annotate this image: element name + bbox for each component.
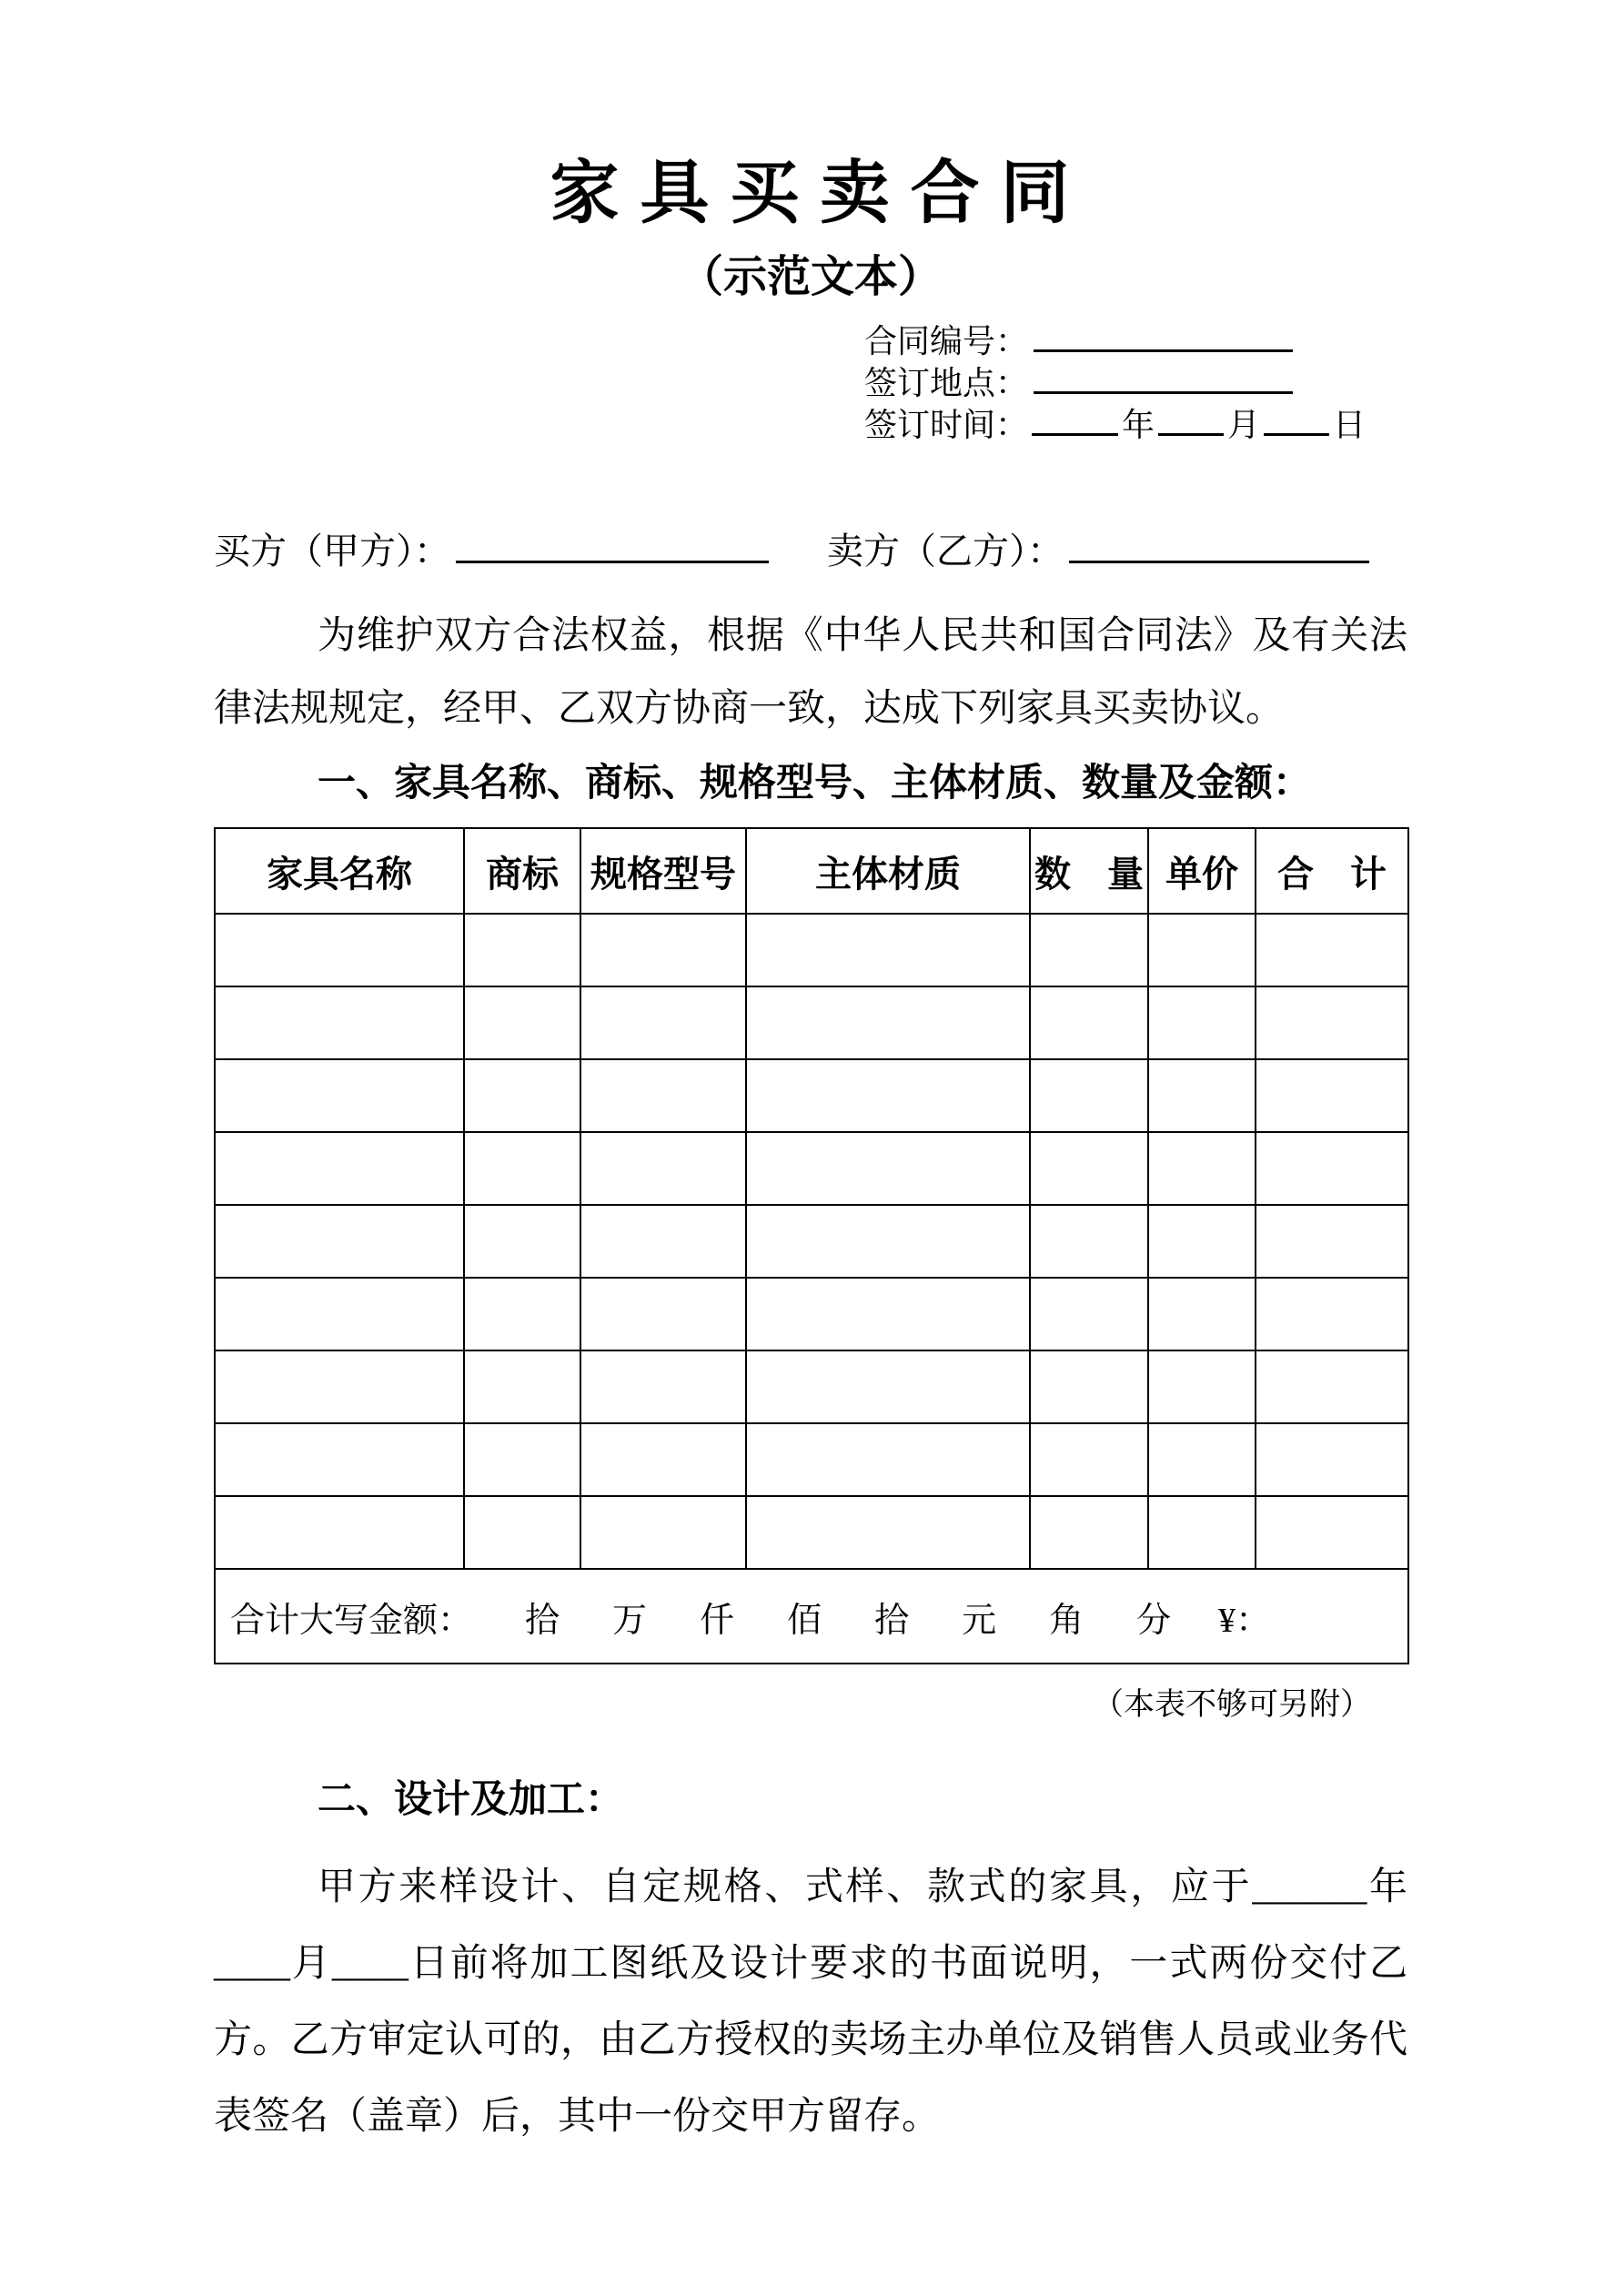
table-empty-cell	[1148, 1059, 1256, 1132]
table-empty-cell	[1030, 1059, 1148, 1132]
table-empty-cell	[215, 1278, 464, 1350]
table-empty-cell	[580, 986, 746, 1059]
table-empty-cell	[746, 1278, 1030, 1350]
total-amount-row	[230, 1592, 1407, 1642]
table-empty-cell	[464, 986, 580, 1059]
table-empty-cell	[1256, 986, 1408, 1059]
unit-qian: 仟	[700, 1601, 735, 1640]
table-empty-cell	[1030, 1423, 1148, 1496]
sign-time-label: 签订时间：	[863, 407, 1028, 444]
sign-place-label: 签订地点：	[863, 365, 1028, 402]
table-empty-cell	[1256, 914, 1408, 986]
table-empty-cell	[1256, 1205, 1408, 1278]
table-empty-cell	[1030, 914, 1148, 986]
table-empty-rows	[215, 914, 1408, 1569]
table-empty-row	[215, 1350, 1408, 1423]
unit-fen: 分	[1136, 1601, 1172, 1640]
table-empty-cell	[746, 914, 1030, 986]
table-empty-cell	[215, 1350, 464, 1423]
goods-table	[214, 827, 1409, 1664]
table-empty-cell	[464, 1059, 580, 1132]
table-empty-cell	[215, 1205, 464, 1278]
sign-month-blank	[1158, 405, 1224, 436]
table-footer-row	[215, 1569, 1408, 1664]
section2-paragraph: 甲方来样设计、自定规格、式样、款式的家具，应于______年____月____日前将加工图纸及设计要求的书面说明，一式两份交付乙方。乙方审定认可的，由乙方授权的卖场主办单位及销售人员或业务代表签名（盖章）后，其中一份交甲方留存。	[214, 1866, 1407, 2139]
table-empty-cell	[1030, 986, 1148, 1059]
unit-yuan: 元	[962, 1601, 997, 1640]
table-empty-cell	[464, 1132, 580, 1205]
table-empty-cell	[215, 914, 464, 986]
unit-shi-wan: 拾	[525, 1601, 560, 1640]
intro-paragraph: 为维护双方合法权益，根据《中华人民共和国合同法》及有关法律法规规定，经甲、乙双方协商一致，达成下列家具买卖协议。	[214, 615, 1407, 731]
table-empty-cell	[580, 1059, 746, 1132]
table-empty-cell	[1256, 1423, 1408, 1496]
table-empty-cell	[215, 1059, 464, 1132]
table-header-row	[215, 828, 1408, 914]
table-empty-cell	[1256, 1132, 1408, 1205]
table-empty-cell	[1030, 1350, 1148, 1423]
table-empty-row	[215, 1205, 1408, 1278]
table-empty-cell	[1148, 1205, 1256, 1278]
total-amount-cell	[215, 1569, 1408, 1664]
table-empty-cell	[580, 914, 746, 986]
table-empty-row	[215, 1278, 1408, 1350]
table-empty-cell	[215, 986, 464, 1059]
contract-no-blank	[1034, 321, 1293, 352]
table-empty-cell	[746, 1059, 1030, 1132]
table-empty-cell	[1148, 1350, 1256, 1423]
table-empty-cell	[1148, 986, 1256, 1059]
col-header-total: 合 计	[1256, 828, 1408, 914]
table-empty-cell	[464, 1496, 580, 1569]
table-empty-cell	[1148, 914, 1256, 986]
sign-place-blank	[1034, 363, 1293, 394]
table-empty-cell	[580, 1496, 746, 1569]
table-empty-cell	[215, 1496, 464, 1569]
table-empty-cell	[1030, 1278, 1148, 1350]
col-header-spec-model: 规格型号	[580, 828, 746, 914]
month-label: 月	[1226, 407, 1260, 444]
seller-name-blank	[1069, 529, 1369, 563]
currency-symbol-label: ¥：	[1218, 1601, 1271, 1640]
total-amount-label: 合计大写金额：	[230, 1601, 473, 1640]
table-empty-cell	[580, 1132, 746, 1205]
contract-no-line	[864, 320, 1366, 362]
buyer-label: 买方（甲方）：	[214, 531, 450, 572]
table-empty-cell	[1148, 1423, 1256, 1496]
buyer-name-blank	[456, 529, 769, 563]
table-empty-cell	[464, 1278, 580, 1350]
table-empty-row	[215, 1496, 1408, 1569]
table-empty-cell	[1256, 1496, 1408, 1569]
table-empty-cell	[746, 1496, 1030, 1569]
table-empty-cell	[580, 1350, 746, 1423]
table-empty-cell	[746, 1423, 1030, 1496]
parties-line	[214, 522, 1407, 574]
meta-block	[864, 320, 1366, 446]
table-empty-cell	[464, 1205, 580, 1278]
table-empty-cell	[746, 1132, 1030, 1205]
table-empty-cell	[746, 1205, 1030, 1278]
col-header-trademark: 商标	[464, 828, 580, 914]
sign-day-blank	[1264, 405, 1329, 436]
table-empty-cell	[1148, 1132, 1256, 1205]
table-empty-row	[215, 1423, 1408, 1496]
table-empty-cell	[746, 986, 1030, 1059]
table-empty-cell	[1030, 1132, 1148, 1205]
table-empty-cell	[1256, 1059, 1408, 1132]
table-empty-cell	[1148, 1278, 1256, 1350]
unit-jiao: 角	[1049, 1601, 1084, 1640]
table-empty-cell	[1256, 1350, 1408, 1423]
contract-no-label: 合同编号：	[863, 323, 1028, 360]
sign-year-blank	[1032, 405, 1118, 436]
sign-time-line	[864, 404, 1366, 446]
table-empty-row	[215, 914, 1408, 986]
unit-bai: 佰	[787, 1601, 822, 1640]
table-empty-cell	[580, 1423, 746, 1496]
table-empty-cell	[1030, 1205, 1148, 1278]
section2-heading: 二、设计及加工：	[318, 1777, 624, 1821]
table-empty-cell	[215, 1132, 464, 1205]
col-header-furniture-name: 家具名称	[215, 828, 464, 914]
table-empty-cell	[464, 1350, 580, 1423]
table-empty-cell	[1030, 1496, 1148, 1569]
col-header-quantity: 数 量	[1030, 828, 1148, 914]
col-header-main-material: 主体材质	[746, 828, 1030, 914]
seller-label: 卖方（乙方）：	[827, 531, 1064, 572]
year-label: 年	[1121, 407, 1155, 444]
day-label: 日	[1332, 407, 1366, 444]
unit-shi: 拾	[874, 1601, 910, 1640]
table-note: （本表不够可另附）	[1093, 1688, 1371, 1723]
table-empty-cell	[464, 914, 580, 986]
table-empty-row	[215, 986, 1408, 1059]
unit-wan: 万	[612, 1601, 648, 1640]
col-header-unit-price: 单价	[1148, 828, 1256, 914]
table-empty-cell	[1148, 1496, 1256, 1569]
section1-heading: 一、家具名称、商标、规格型号、主体材质、数量及金额：	[318, 761, 1312, 804]
table-empty-row	[215, 1059, 1408, 1132]
table-empty-cell	[464, 1423, 580, 1496]
table-empty-cell	[580, 1205, 746, 1278]
table-empty-cell	[1256, 1278, 1408, 1350]
table-empty-row	[215, 1132, 1408, 1205]
document-title: 家 具 买 卖 合 同	[550, 156, 1072, 232]
table-empty-cell	[580, 1278, 746, 1350]
table-empty-cell	[215, 1423, 464, 1496]
document-subtitle: （示范文本）	[679, 253, 942, 302]
table-empty-cell	[746, 1350, 1030, 1423]
sign-place-line	[864, 362, 1366, 404]
